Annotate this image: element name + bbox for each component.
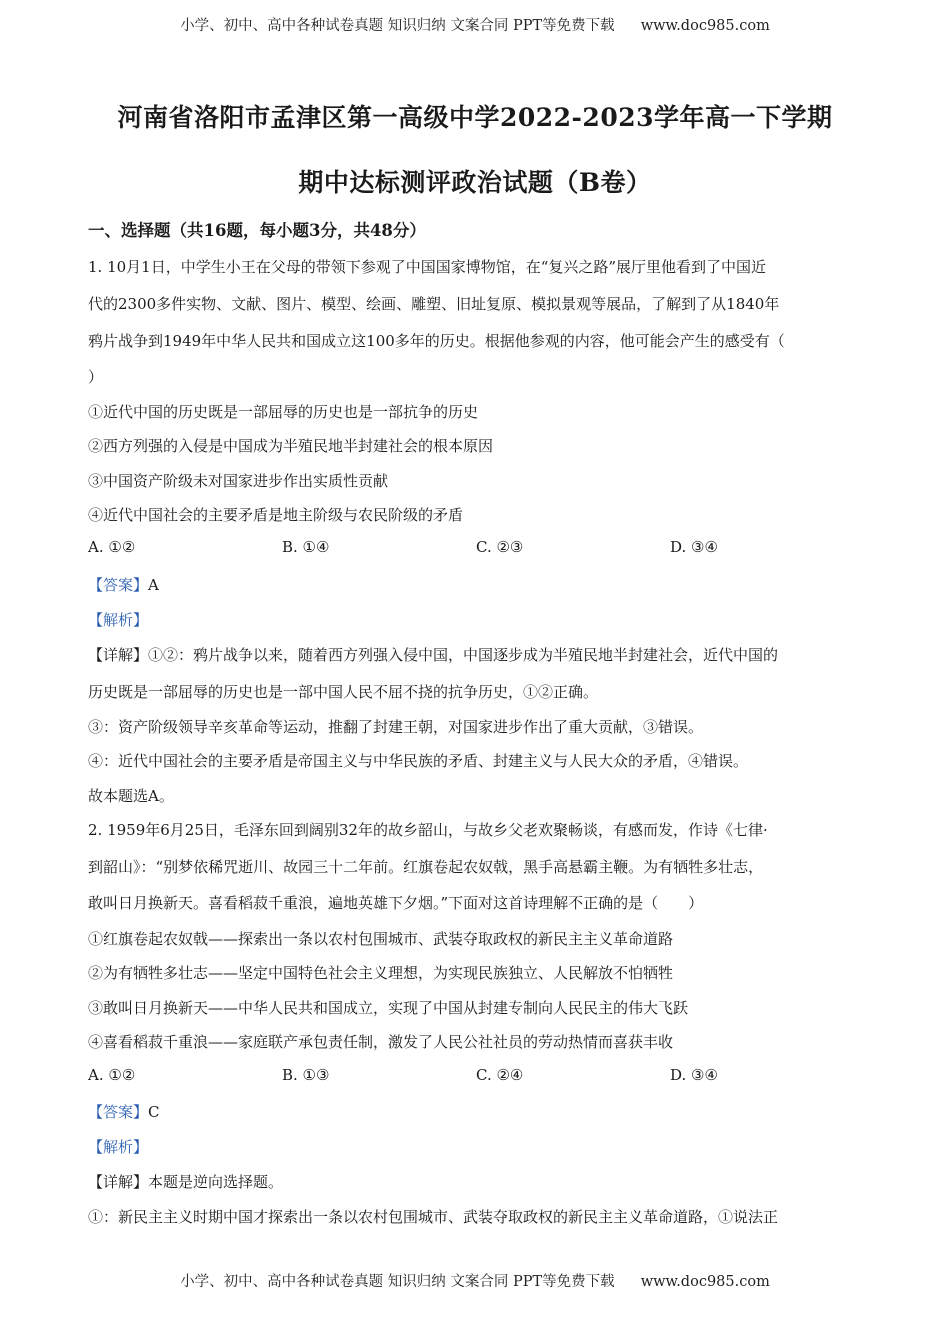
q2-option-a: A. ①② [88, 1066, 136, 1084]
q1-detail-line: 故本题选A。 [88, 787, 174, 805]
q1-stem-line: 代的2300多件实物、文献、图片、模型、绘画、雕塑、旧址复原、模拟景观等展品，了解到了从1840年 [88, 295, 780, 313]
q1-statement: ③中国资产阶级未对国家进步作出实质性贡献 [88, 472, 389, 490]
q2-analysis-label: 【解析】 [88, 1138, 149, 1156]
q2-detail-line [88, 1171, 868, 1192]
doc-title-line1: 河南省洛阳市孟津区第一高级中学2022-2023学年高一下学期 [117, 103, 833, 132]
q2-stem-line: 敢叫日月换新天。喜看稻菽千重浪，遍地英雄下夕烟。”下面对这首诗理解不正确的是（ ） [88, 894, 704, 912]
section-heading: 一、选择题（共16题，每小题3分，共48分） [88, 221, 426, 240]
q1-analysis-label: 【解析】 [88, 611, 149, 629]
q1-option-d: D. ③④ [670, 538, 718, 556]
q1-stem-line: ） [88, 368, 104, 386]
q1-statement: ①近代中国的历史既是一部屈辱的历史也是一部抗争的历史 [88, 403, 479, 421]
q2-statement: ③敢叫日月换新天——中华人民共和国成立，实现了中国从封建专制向人民民主的伟大飞跃 [88, 999, 689, 1017]
page-footer [0, 1270, 950, 1291]
q2-statement: ④喜看稻菽千重浪——家庭联产承包责任制，激发了人民公社社员的劳动热情而喜获丰收 [88, 1033, 674, 1051]
q2-statement: ②为有牺牲多壮志——坚定中国特色社会主义理想，为实现民族独立、人民解放不怕牺牲 [88, 964, 674, 982]
q1-answer [88, 574, 868, 595]
answer-label: 【答案】 [88, 576, 149, 594]
detail-text: ①②：鸦片战争以来，随着西方列强入侵中国，中国逐步成为半殖民地半封建社会，近代中国的 [148, 646, 779, 664]
q1-stem-line: 1. 10月1日，中学生小王在父母的带领下参观了中国国家博物馆，在“复兴之路”展厅里他看到了中国近 [88, 258, 767, 276]
q1-statement: ②西方列强的入侵是中国成为半殖民地半封建社会的根本原因 [88, 437, 494, 455]
q2-stem-line: 到韶山》：“别梦依稀咒逝川、故园三十二年前。红旗卷起农奴戟，黑手高悬霸主鞭。为有牺牲多壮志， [88, 858, 764, 876]
answer-value: C [148, 1103, 160, 1121]
doc-title-line2: 期中达标测评政治试题（B卷） [298, 168, 652, 197]
q1-option-c: C. ②③ [476, 538, 524, 556]
header-url[interactable]: www.doc985.com [640, 18, 770, 34]
footer-url[interactable]: www.doc985.com [640, 1274, 770, 1290]
detail-text: 本题是逆向选择题。 [148, 1173, 284, 1191]
q1-option-a: A. ①② [88, 538, 136, 556]
q2-answer [88, 1101, 868, 1122]
q2-statement: ①红旗卷起农奴戟——探索出一条以农村包围城市、武装夺取政权的新民主主义革命道路 [88, 930, 674, 948]
detail-label: 【详解】 [88, 1173, 149, 1191]
q1-detail-line [88, 644, 868, 665]
q1-detail-line: 历史既是一部屈辱的历史也是一部中国人民不屈不挠的抗争历史，①②正确。 [88, 683, 599, 701]
q2-option-d: D. ③④ [670, 1066, 718, 1084]
q1-statement: ④近代中国社会的主要矛盾是地主阶级与农民阶级的矛盾 [88, 506, 464, 524]
header-text: 小学、初中、高中各种试卷真题 知识归纳 文案合同 PPT等免费下载 [180, 18, 615, 34]
q2-option-b: B. ①③ [282, 1066, 330, 1084]
answer-value: A [148, 576, 159, 594]
q1-detail-line: ④：近代中国社会的主要矛盾是帝国主义与中华民族的矛盾、封建主义与人民大众的矛盾，④错误。 [88, 752, 749, 770]
q1-detail-line: ③：资产阶级领导辛亥革命等运动，推翻了封建王朝，对国家进步作出了重大贡献，③错误。 [88, 718, 704, 736]
q2-option-c: C. ②④ [476, 1066, 524, 1084]
q1-option-b: B. ①④ [282, 538, 330, 556]
page-header [0, 14, 950, 35]
footer-text: 小学、初中、高中各种试卷真题 知识归纳 文案合同 PPT等免费下载 [180, 1274, 615, 1290]
q2-stem-line: 2. 1959年6月25日，毛泽东回到阔别32年的故乡韶山，与故乡父老欢聚畅谈，有感而发，作诗《七律· [88, 821, 768, 839]
q2-detail-line: ①：新民主主义时期中国才探索出一条以农村包围城市、武装夺取政权的新民主主义革命道路，①说法正 [88, 1208, 779, 1226]
answer-label: 【答案】 [88, 1103, 149, 1121]
q1-stem-line: 鸦片战争到1949年中华人民共和国成立这100多年的历史。根据他参观的内容，他可能会产生的感受有（ [88, 332, 785, 350]
detail-label: 【详解】 [88, 646, 149, 664]
